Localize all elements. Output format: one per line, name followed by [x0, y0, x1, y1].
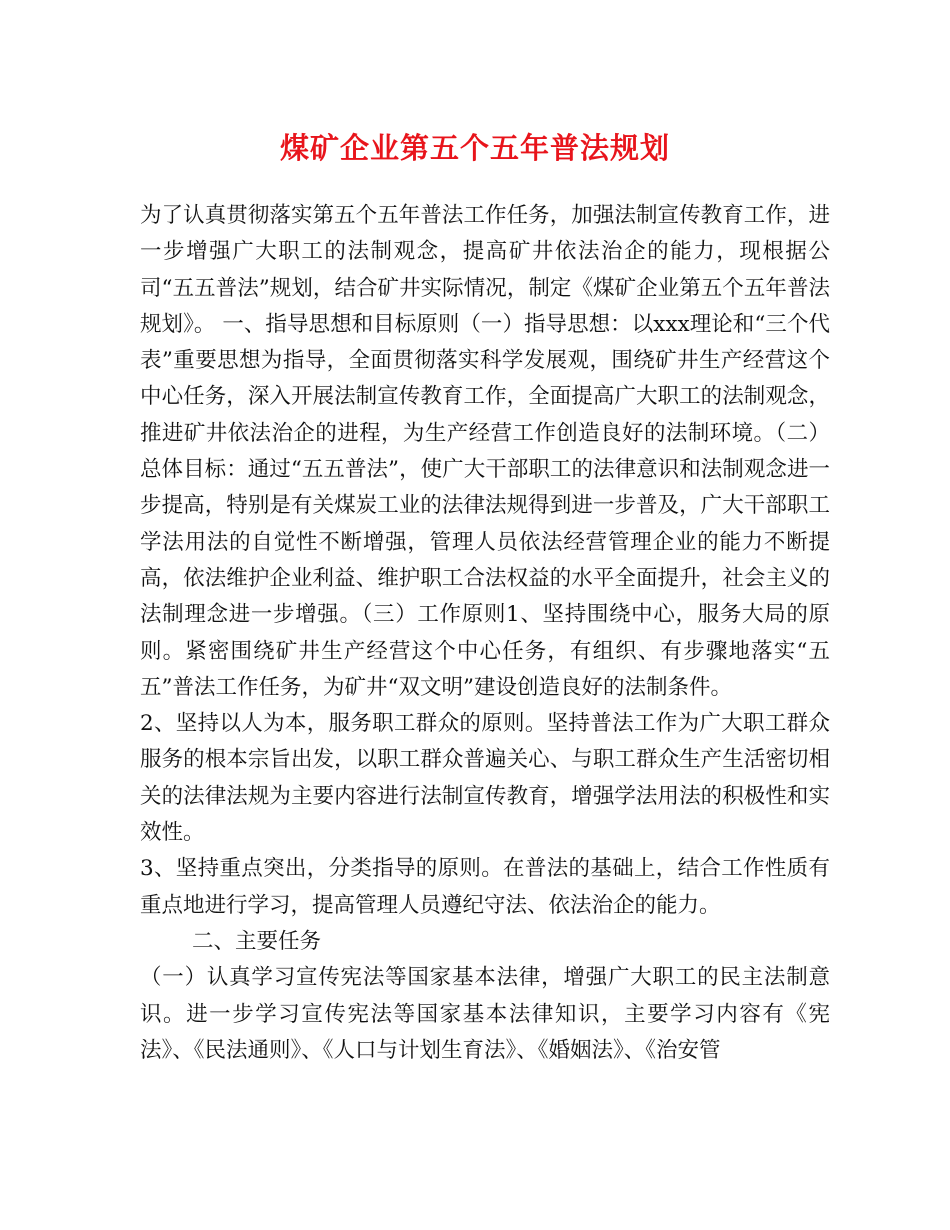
paragraph-principle-2: 2、坚持以人为本，服务职工群众的原则。坚持普法工作为广大职工群众服务的根本宗旨出发，以职工群众普遍关心、与职工群众生产生活密切相关的法律法规为主要内容进行法制宣传教育，增强学法用法的积极性和实效性。 — [140, 711, 830, 846]
paragraph-guiding-ideology: 为了认真贯彻落实第五个五年普法工作任务，加强法制宣传教育工作，进一步增强广大职工的法制观念，提高矿井依法治企的能力，现根据公司“五五普法”规划，结合矿井实际情况，制定《煤矿企业第五个五年普法规划》。 一、指导思想和目标原则（一）指导思想：以xxx理论和“三个代表”重要思想为指导，全面贯彻落实科学发展观，围绕矿井生产经营这个中心任务，深入开展法制宣传教育工作，全面提高广大职工的法制观念，推进矿井依法治企的进程，为生产经营工作创造良好的法制环境。（二）总体目标：通过“五五普法”，使广大干部职工的法律意识和法制观念进一步提高，特别是有关煤炭工业的法律法规得到进一步普及，广大干部职工学法用法的自觉性不断增强，管理人员依法经营管理企业的能力不断提高，依法维护企业利益、维护职工合法权益的水平全面提升，社会主义的法制理念进一步增强。（三）工作原则1、坚持围绕中心，服务大局的原则。紧密围绕矿井生产经营这个中心任务，有组织、有步骤地落实“五五”普法工作任务，为矿井“双文明”建设创造良好的法制条件。 — [140, 203, 830, 700]
document-body — [140, 198, 830, 1069]
document-title: 煤矿企业第五个五年普法规划 — [279, 131, 670, 165]
paragraph-main-task-1: （一）认真学习宣传宪法等国家基本法律，增强广大职工的民主法制意识。进一步学习宣传宪法等国家基本法律知识，主要学习内容有《宪法》、《民法通则》、《人口与计划生育法》、《婚姻法》、《治安管 — [140, 965, 830, 1063]
section-heading-main-tasks: 二、主要任务 — [192, 928, 322, 954]
paragraph-principle-3: 3、坚持重点突出，分类指导的原则。在普法的基础上，结合工作性质有重点地进行学习，提高管理人员遵纪守法、依法治企的能力。 — [140, 856, 830, 918]
